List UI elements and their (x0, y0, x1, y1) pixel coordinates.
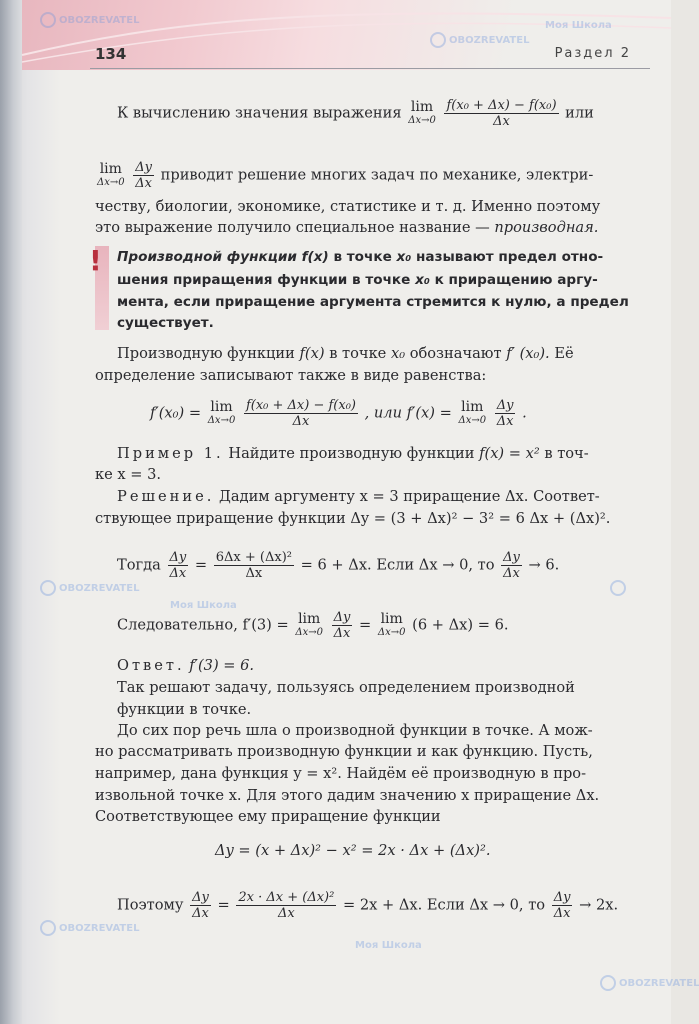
fraction: $\frac{\Delta y}{\Delta x}$ (135, 160, 152, 191)
limit-expression: lim Δx→0 (207, 398, 236, 426)
watermark-logo-icon (610, 580, 626, 596)
book-spine (0, 0, 22, 1024)
fraction: $\frac{\text{f(x₀ + Δx) − f(x₀)}}{\Delta x}$ (245, 398, 356, 429)
watermark-logo-icon (40, 920, 56, 936)
exclamation-icon: ! (89, 244, 102, 277)
paragraph-line: К вычислению значения выражения lim Δx→0 $\frac{\text{f(x₀ + Δx) − f(x₀)}}{\Delta x}$ или (117, 98, 594, 129)
watermark: OBOZREVATEL (40, 12, 139, 28)
fraction: $\frac{\Delta y}{\Delta x}$ (553, 890, 571, 921)
fraction: $\frac{\Delta y}{\Delta x}$ (192, 890, 209, 921)
watermark: Моя Школа (355, 940, 422, 951)
fraction: $\frac{\Delta y}{\Delta x}$ (503, 550, 520, 581)
paragraph-line: извольной точке x. Для этого дадим значению x приращение Δx. (95, 787, 600, 804)
limit-expression: lim Δx→0 (408, 98, 436, 126)
fraction: $\frac{\text{6Δx + (Δx)²}}{\Delta x}$ (215, 550, 292, 581)
watermark: OBOZREVATEL (430, 32, 529, 48)
paragraph-line: честву, биологии, экономике, статистике и т. д. Именно поэтому (95, 198, 601, 215)
watermark-logo-icon (40, 12, 56, 28)
example-line: ке x = 3. (95, 466, 162, 483)
watermark: OBOZREVATEL (600, 975, 699, 991)
example-line: Пример 1. Найдите производную функции f(x) = x² в точ- (117, 445, 589, 462)
fraction: $\frac{\text{2x · Δx + (Δx)²}}{\Delta x}$ (238, 890, 335, 921)
paragraph-line: lim Δx→0 $\frac{\Delta y}{\Delta x}$ приводит решение многих задач по механике, электри- (97, 160, 594, 191)
fraction: $\frac{\Delta y}{\Delta x}$ (496, 398, 514, 429)
definition-line: существует. (117, 315, 214, 331)
paragraph-line: Соответствующее ему приращение функции (95, 808, 441, 825)
paragraph-line: но рассматривать производную функции и как функцию. Пусть, (95, 743, 593, 760)
definition-line: Производной функции f(x) в точке x₀ называют предел отно- (117, 249, 604, 265)
limit-expression: lim Δx→0 (97, 160, 125, 188)
fraction: $\frac{\text{f(x₀ + Δx) − f(x₀)}}{\Delta x}$ (446, 98, 557, 129)
fraction: $\frac{\Delta y}{\Delta x}$ (333, 610, 351, 641)
page-number: 134 (95, 45, 127, 63)
fraction: $\frac{\Delta y}{\Delta x}$ (169, 550, 187, 581)
answer-line: Ответ. f′(3) = 6. (117, 657, 255, 674)
paragraph-line: например, дана функция y = x². Найдём её производную в про- (95, 765, 587, 782)
equation: Тогда $\frac{\Delta y}{\Delta x}$ = $\frac{\text{6Δx + (Δx)²}}{\Delta x}$ = 6 + Δx. Если Δx → 0, то $\frac{\Delta y}{\Delta x}$ → 6. (117, 550, 560, 581)
watermark (610, 580, 629, 596)
watermark: Моя Школа (170, 600, 237, 611)
equation: f′(x₀) = lim Δx→0 $\frac{\text{f(x₀ + Δx) − f(x₀)}}{\Delta x}$ , или f′(x) = lim Δx→0 $\frac{\Delta y}{\Delta x}$ . (150, 398, 527, 429)
limit-expression: lim Δx→0 (295, 610, 323, 638)
header-rule (90, 68, 650, 69)
paragraph-line: До сих пор речь шла о производной функции в точке. А мож- (117, 722, 593, 739)
watermark-logo-icon (600, 975, 616, 991)
paragraph-line: Производную функции f(x) в точке x₀ обозначают f′ (x₀). Её (117, 345, 574, 362)
definition-line: мента, если приращение аргумента стремится к нулю, а предел (117, 294, 629, 310)
equation: Следовательно, f′(3) = lim Δx→0 $\frac{\Delta y}{\Delta x}$ = lim Δx→0 (6 + Δx) = 6. (117, 610, 509, 641)
paragraph-line: это выражение получило специальное название — производная. (95, 219, 599, 236)
watermark-logo-icon (40, 580, 56, 596)
equation: Поэтому $\frac{\Delta y}{\Delta x}$ = $\frac{\text{2x · Δx + (Δx)²}}{\Delta x}$ = 2x + Δx. Если Δx → 0, то $\frac{\Delta y}{\Delta x}$ → 2x. (117, 890, 619, 921)
limit-expression: lim Δx→0 (458, 398, 487, 426)
definition-line: шения приращения функции в точке x₀ к приращению аргу- (117, 272, 598, 288)
watermark: Моя Школа (545, 20, 612, 31)
equation: Δy = (x + Δx)² − x² = 2x · Δx + (Δx)². (215, 842, 491, 859)
paragraph-line: Так решают задачу, пользуясь определением производной (117, 679, 575, 696)
watermark: OBOZREVATEL (40, 920, 139, 936)
watermark-logo-icon (430, 32, 446, 48)
section-label: Раздел 2 (554, 46, 631, 61)
paragraph-line: определение записывают также в виде равенства: (95, 367, 487, 384)
paragraph-line: функции в точке. (117, 701, 252, 718)
solution-line: ствующее приращение функции Δy = (3 + Δx)² − 3² = 6 Δx + (Δx)². (95, 510, 611, 527)
watermark: OBOZREVATEL (40, 580, 139, 596)
solution-line: Решение. Дадим аргументу x = 3 приращение Δx. Соответ- (117, 488, 600, 505)
limit-expression: lim Δx→0 (377, 610, 406, 638)
